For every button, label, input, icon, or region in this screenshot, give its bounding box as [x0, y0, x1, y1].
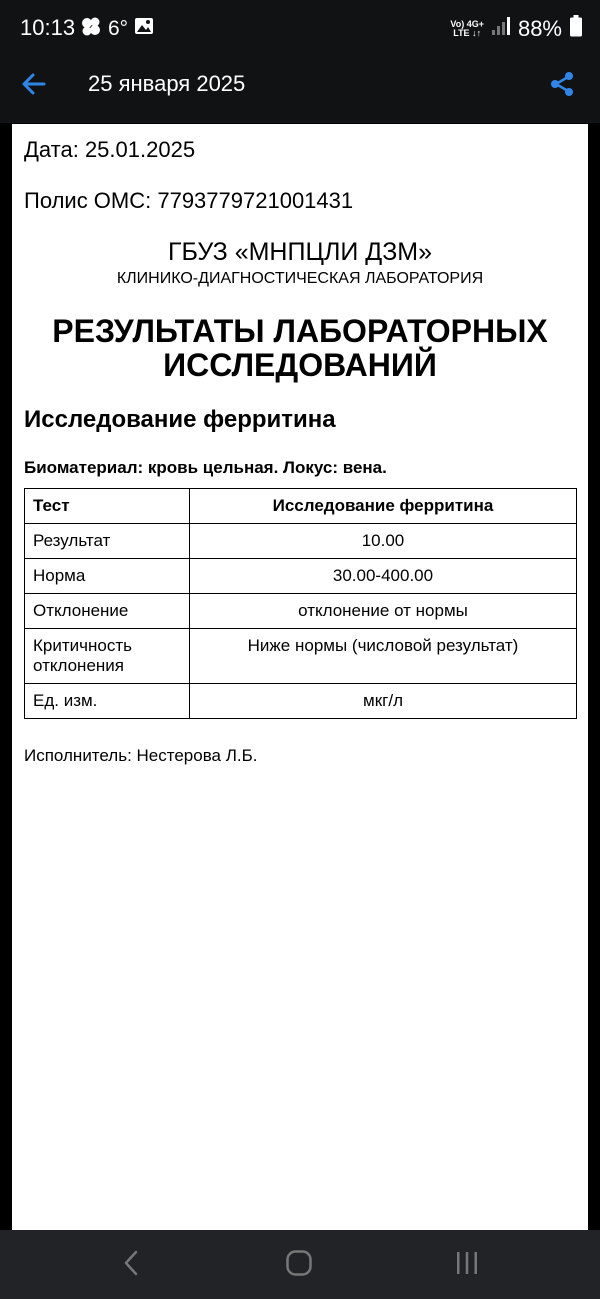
status-right-icons [450, 15, 582, 42]
nav-back-button[interactable] [111, 1250, 151, 1280]
app-bar [0, 56, 600, 123]
status-bar [0, 0, 600, 56]
nav-home-button[interactable] [279, 1250, 319, 1280]
table-cell: Норма [25, 559, 190, 594]
table-header-row [25, 489, 577, 524]
battery-percent: 88% [517, 15, 562, 41]
lab-report-document[interactable] [12, 124, 588, 1230]
table-row [25, 594, 577, 629]
share-icon [548, 70, 576, 103]
arrow-left-icon [20, 70, 48, 103]
organization-subtitle: КЛИНИКО-ДИАГНОСТИЧЕСКАЯ ЛАБОРАТОРИЯ [116, 270, 484, 287]
gallery-icon [134, 16, 154, 41]
biomaterial-info: Биоматериал: кровь цельная. Локус: вена. [24, 458, 387, 477]
table-cell: Отклонение [25, 594, 190, 629]
signal-icon [492, 16, 510, 41]
table-cell: Результат [25, 524, 190, 559]
status-time: 10:13 [20, 15, 76, 40]
table-cell: Ниже нормы (числовой результат) [190, 629, 577, 684]
recents-nav-icon [453, 1249, 481, 1282]
page-title: 25 января 2025 [88, 71, 246, 96]
home-nav-icon [285, 1249, 313, 1282]
table-cell: 10.00 [190, 524, 577, 559]
table-header: Тест [25, 489, 190, 524]
table-row [25, 684, 577, 719]
back-button[interactable] [14, 66, 54, 106]
table-cell: отклонение от нормы [190, 594, 577, 629]
nav-recents-button[interactable] [447, 1250, 487, 1280]
table-row [25, 629, 577, 684]
table-cell: Критичность отклонения [25, 629, 190, 684]
study-title: Исследование ферритина [24, 406, 336, 433]
back-nav-icon [121, 1249, 141, 1282]
organization-name: ГБУЗ «МНПЦЛИ ДЗМ» [167, 238, 433, 266]
table-header: Исследование ферритина [190, 489, 577, 524]
table-cell: мкг/л [190, 684, 577, 719]
policy-number: Полис ОМС: 7793779721001431 [24, 188, 354, 213]
results-table [24, 488, 577, 719]
report-heading: РЕЗУЛЬТАТЫ ЛАБОРАТОРНЫХ ИССЛЕДОВАНИЙ [52, 313, 548, 383]
table-cell: 30.00-400.00 [190, 559, 577, 594]
executor-name: Исполнитель: Нестерова Л.Б. [24, 746, 258, 765]
status-temperature: 6° [108, 16, 129, 40]
share-button[interactable] [542, 66, 582, 106]
table-cell: Ед. изм. [25, 684, 190, 719]
battery-icon [570, 15, 582, 42]
table-row [25, 524, 577, 559]
status-left-icons [80, 16, 154, 41]
table-row [25, 559, 577, 594]
report-date: Дата: 25.01.2025 [24, 137, 196, 162]
network-indicator: Vo) 4G+ LTE ↓↑ [450, 18, 484, 38]
weather-icon [80, 16, 102, 41]
system-nav-bar [0, 1230, 600, 1299]
